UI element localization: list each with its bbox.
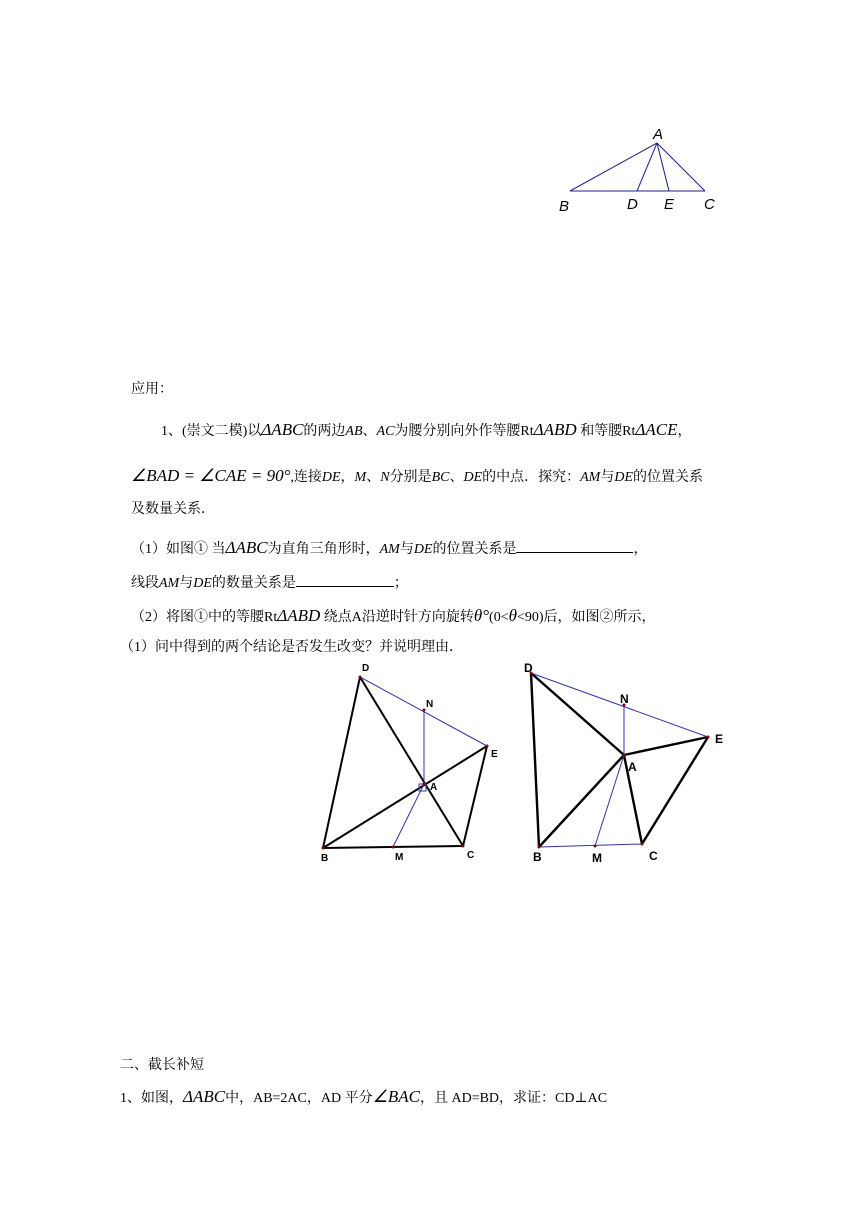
problem1-line2	[131, 466, 703, 488]
text: 为腰分别向外作等腰Rt	[394, 424, 534, 439]
text: ，	[677, 424, 692, 439]
label-B: B	[559, 198, 570, 215]
text: 的两边	[303, 424, 346, 439]
theta: θ	[508, 606, 517, 625]
answer-blank-quantity[interactable]	[296, 572, 394, 587]
question1-line1	[131, 538, 647, 560]
text: 分别是	[389, 470, 432, 485]
text: ，	[340, 470, 355, 485]
text: 的中点．探究：	[482, 470, 581, 485]
text: (0<	[489, 610, 509, 625]
text: 绕点A沿逆时针方向旋转	[320, 610, 474, 625]
text: （1）如图① 当	[131, 542, 226, 557]
section2-heading: 二、截长补短	[120, 1058, 204, 1073]
fig1-label-E: E	[491, 749, 498, 760]
text: 中，AB=2AC，AD 平分	[225, 1091, 373, 1106]
segment-de: DE	[614, 470, 634, 485]
segment-de: DE	[413, 542, 433, 557]
question2-line1	[131, 606, 656, 628]
fig2-label-D: D	[524, 661, 533, 675]
text: 为直角三角形时，	[267, 542, 380, 557]
text: 线段	[131, 576, 159, 591]
text: 的位置关系	[633, 470, 704, 485]
point-m: M	[354, 470, 367, 485]
triangle-abd: ΔABD	[533, 420, 577, 439]
fig1-label-M: M	[395, 852, 404, 863]
fig1-label-C: C	[467, 850, 475, 861]
triangle-abc: ΔABC	[225, 538, 268, 557]
text: 、	[449, 470, 464, 485]
fig2-label-M: M	[592, 851, 602, 865]
triangle-abc: ΔABC	[183, 1087, 226, 1106]
text: 、	[366, 470, 381, 485]
text: ；	[393, 576, 408, 591]
text: 以	[247, 424, 262, 439]
fig2-label-C: C	[649, 849, 658, 863]
question2-line2: （1）问中得到的两个结论是否发生改变？并说明理由．	[120, 640, 463, 655]
segment-ab: AB	[345, 424, 363, 439]
text: 与	[399, 542, 414, 557]
segment-am: AM	[159, 576, 180, 591]
fig1-label-D: D	[362, 663, 370, 674]
figure-2	[515, 655, 735, 870]
segment-ac: AC	[376, 424, 395, 439]
triangle-ace: ΔACE	[635, 420, 678, 439]
text: 和等腰Rt	[576, 424, 636, 439]
figure-top-triangle	[550, 120, 730, 220]
label-D: D	[627, 196, 638, 213]
angle-bac: ∠BAC	[372, 1087, 420, 1106]
triangle-abc: ΔABC	[261, 420, 304, 439]
text: 与	[600, 470, 615, 485]
fig2-label-N: N	[620, 692, 629, 706]
text: 与	[179, 576, 194, 591]
problem-source: (崇文二模)	[182, 424, 248, 439]
section-application-heading: 应用：	[131, 382, 173, 397]
text: 的位置关系是	[432, 542, 517, 557]
angle-equation: ∠BAD = ∠CAE = 90°	[131, 466, 291, 485]
text: <90)后，如图②所示，	[516, 610, 656, 625]
text: ,连接	[290, 470, 322, 485]
problem1-line1	[161, 420, 692, 442]
label-C: C	[704, 196, 715, 213]
label-E: E	[664, 196, 675, 213]
segment-de: DE	[321, 470, 341, 485]
segment-de: DE	[463, 470, 483, 485]
text: ，	[633, 542, 648, 557]
label-A: A	[653, 126, 664, 143]
problem1-line3: 及数量关系．	[131, 502, 215, 517]
fig2-label-A: A	[628, 760, 637, 774]
figure-1	[310, 660, 510, 870]
fig1-label-N: N	[426, 699, 434, 710]
fig2-label-E: E	[715, 732, 724, 746]
fig1-label-B: B	[321, 853, 329, 864]
text: 1、如图，	[120, 1091, 183, 1106]
text: 、	[362, 424, 377, 439]
theta-degrees: θ°	[473, 606, 490, 625]
segment-am: AM	[379, 542, 400, 557]
question1-line2	[131, 572, 408, 594]
answer-blank-position[interactable]	[516, 538, 633, 553]
segment-am: AM	[580, 470, 601, 485]
segment-de: DE	[193, 576, 212, 591]
text: 的数量关系是	[211, 576, 296, 591]
text: ，且 AD=BD，求证：CD⊥AC	[419, 1091, 608, 1106]
problem-number: 1、	[161, 424, 182, 439]
section2-problem1	[120, 1087, 607, 1109]
text: （2）将图①中的等腰Rt	[131, 610, 278, 625]
fig1-label-A: A	[430, 782, 438, 793]
segment-bc: BC	[431, 470, 450, 485]
point-n: N	[380, 470, 390, 485]
fig2-label-B: B	[533, 850, 542, 864]
triangle-abd: ΔABD	[277, 606, 321, 625]
